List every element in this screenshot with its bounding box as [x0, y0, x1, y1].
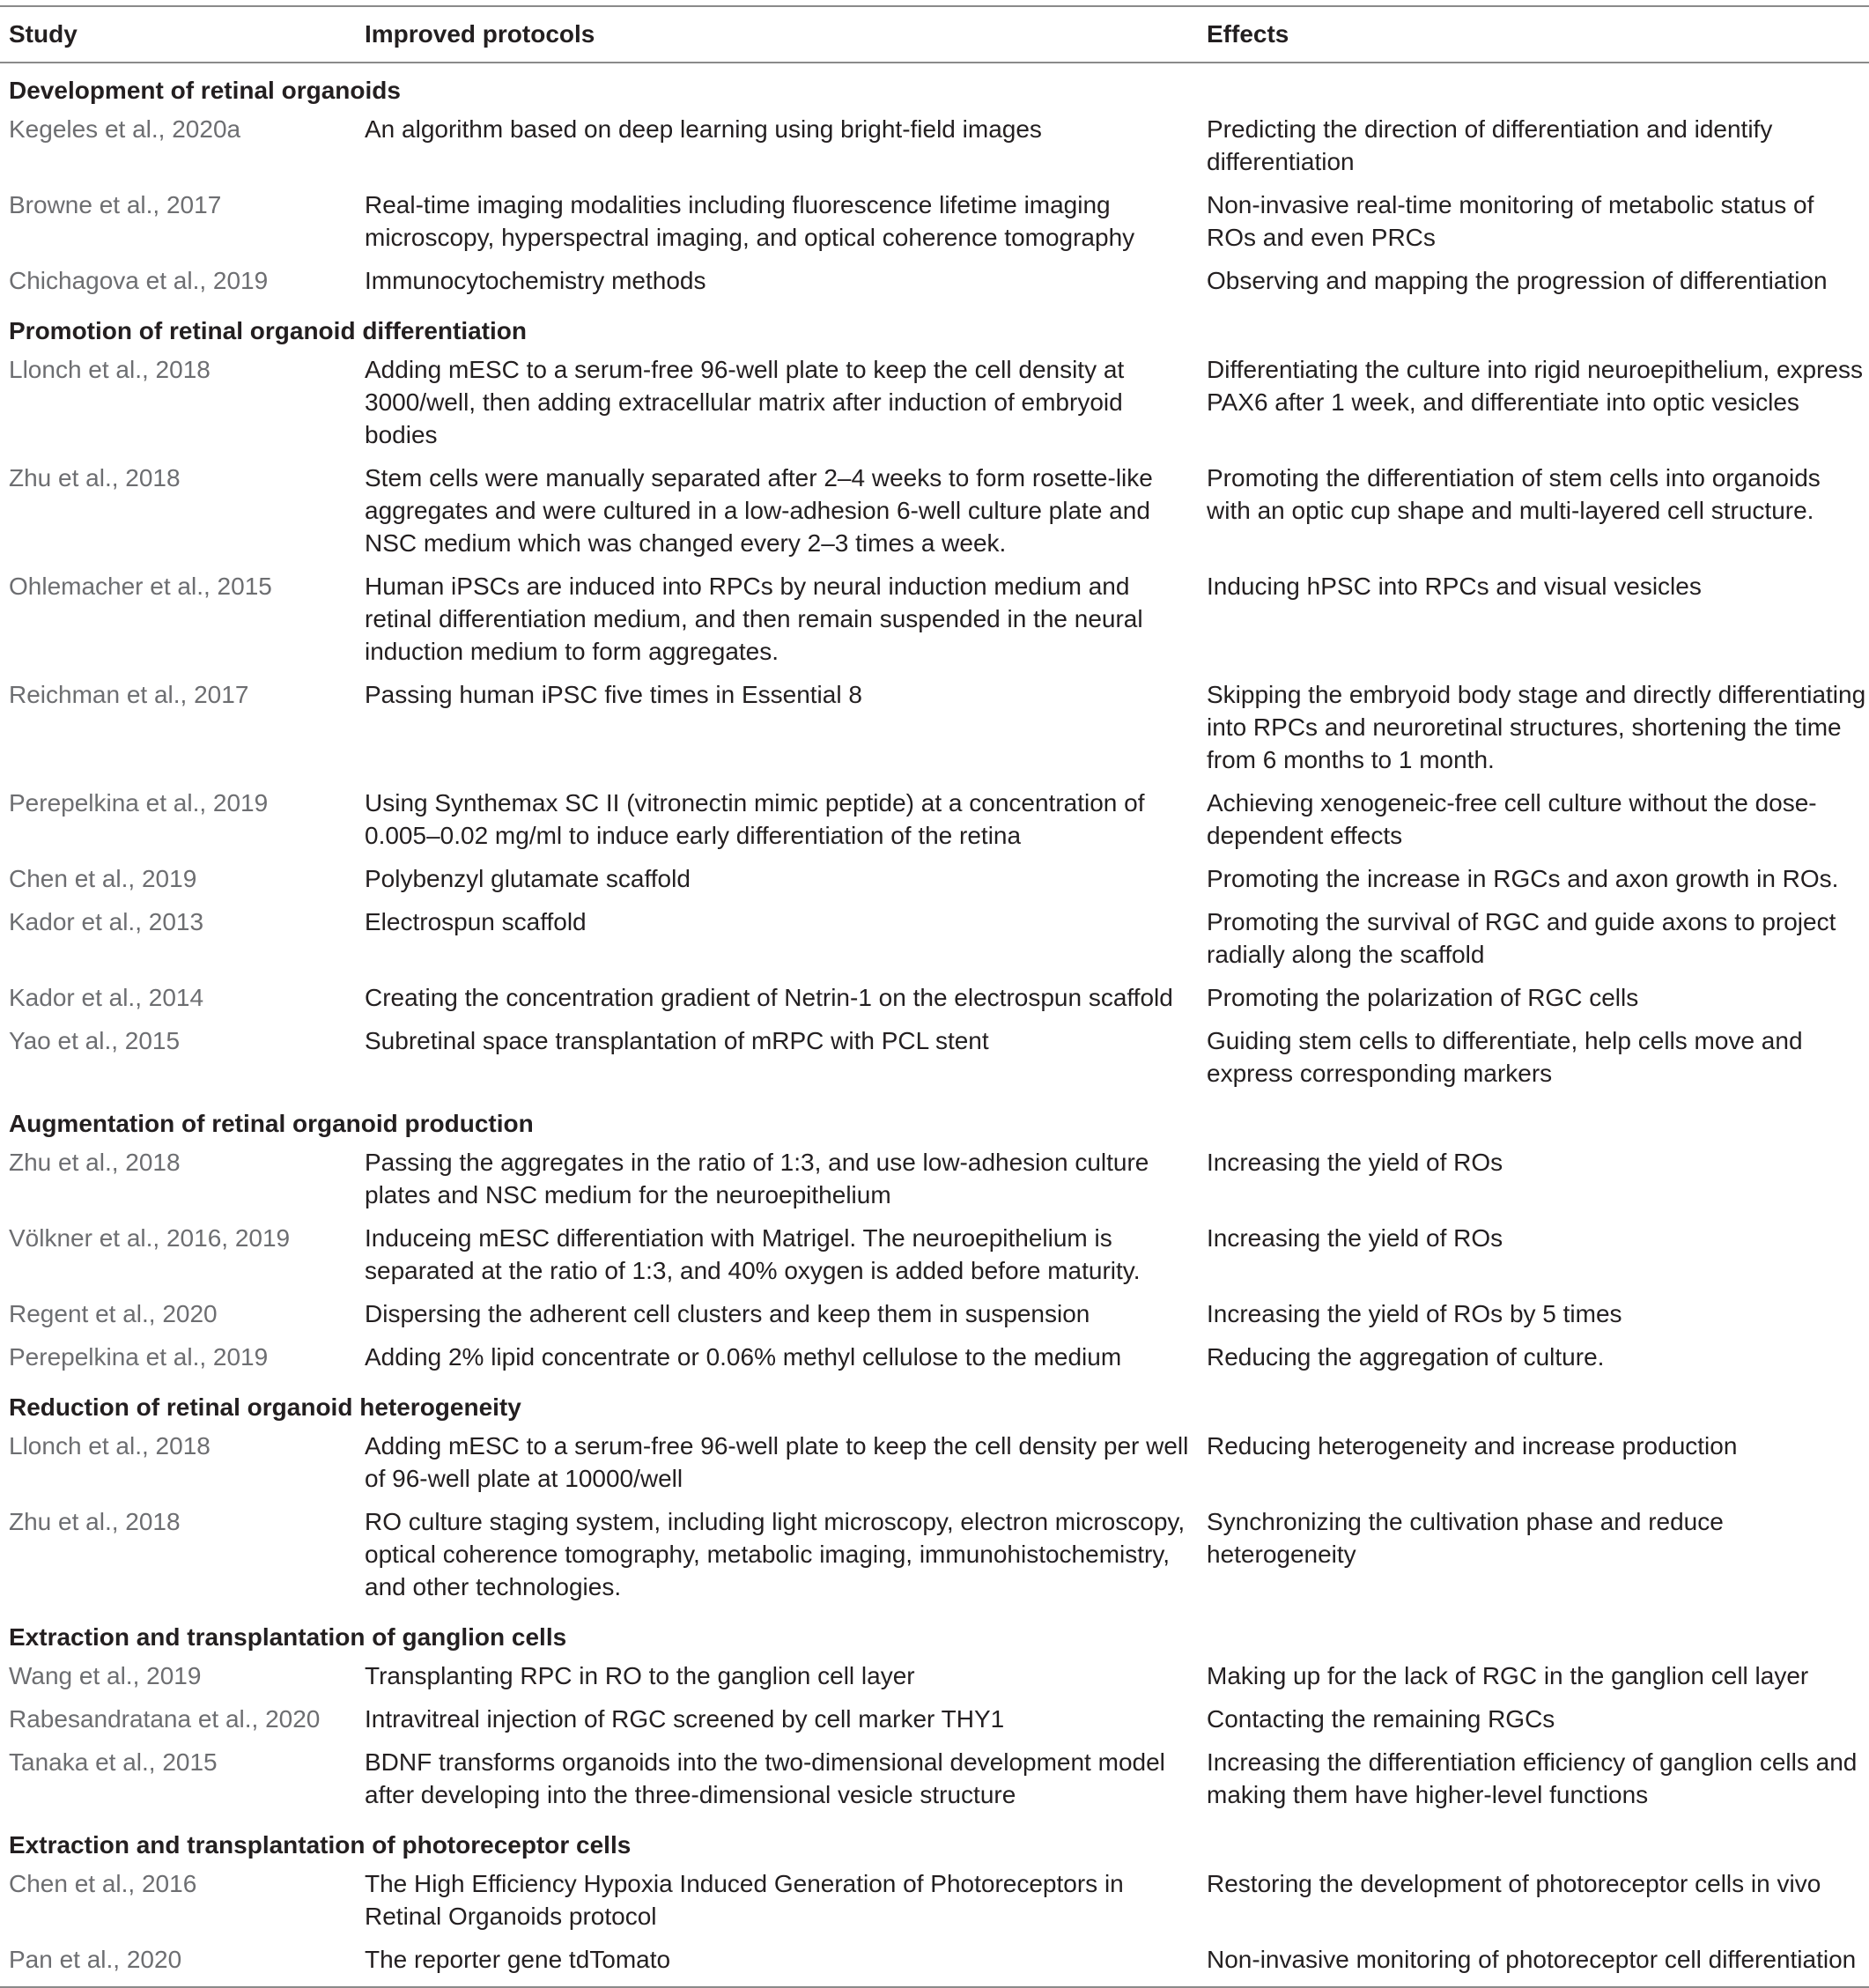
effect-cell: Restoring the development of photoreceptor cells in vivo	[1207, 1870, 1821, 1897]
study-cell: Chen et al., 2016	[9, 1870, 197, 1897]
section-row	[0, 1818, 1869, 1864]
study-cell: Kador et al., 2013	[9, 908, 204, 935]
study-cell: Zhu et al., 2018	[9, 1508, 181, 1535]
study-cell: Wang et al., 2019	[9, 1662, 202, 1689]
header-study: Study	[9, 20, 78, 48]
effect-cell: Non-invasive monitoring of photoreceptor cell differentiation	[1198, 1940, 1869, 1987]
study-cell: Chen et al., 2019	[9, 865, 197, 892]
protocol-cell: Passing human iPSC five times in Essential 8	[365, 681, 862, 708]
protocol-cell: Creating the concentration gradient of Netrin-1 on the electrospun scaffold	[365, 984, 1173, 1011]
protocol-cell: Intravitreal injection of RGC screened by cell marker THY1	[365, 1705, 1005, 1733]
effect-cell: Contacting the remaining RGCs	[1207, 1705, 1555, 1733]
protocol-cell: Dispersing the adherent cell clusters and keep them in suspension	[365, 1300, 1090, 1327]
section-title: Augmentation of retinal organoid production	[9, 1110, 534, 1137]
study-cell: Llonch et al., 2018	[9, 356, 211, 383]
protocol-cell: Real-time imaging modalities including fluorescence lifetime imaging microscopy, hyperspectral imaging, and optical coherence tomography	[365, 191, 1135, 251]
header-protocols: Improved protocols	[365, 20, 595, 48]
table-row	[0, 109, 1869, 185]
study-cell: Kador et al., 2014	[9, 984, 204, 1011]
effect-cell: Promoting the increase in RGCs and axon growth in ROs.	[1207, 865, 1839, 892]
table-row	[0, 1656, 1869, 1699]
effect-cell: Guiding stem cells to differentiate, help cells move and express corresponding markers	[1207, 1027, 1803, 1087]
protocol-cell: Adding mESC to a serum-free 96-well plate to keep the cell density per well of 96-well plate at 10000/well	[365, 1432, 1189, 1492]
protocol-cell: Passing the aggregates in the ratio of 1:3, and use low-adhesion culture plates and NSC medium for the neuroepithelium	[365, 1149, 1149, 1208]
effect-cell: Increasing the yield of ROs	[1207, 1149, 1503, 1176]
table-row	[0, 783, 1869, 859]
table-row	[0, 566, 1869, 675]
table-row	[0, 1426, 1869, 1502]
effect-cell: Skipping the embryoid body stage and directly differentiating into RPCs and neuroretinal structures, shortening the time from 6 months to 1 month.	[1207, 681, 1866, 773]
header-row	[0, 6, 1869, 63]
protocol-cell: Induceing mESC differentiation with Matrigel. The neuroepithelium is separated at the ratio of 1:3, and 40% oxygen is added before maturity.	[365, 1224, 1141, 1284]
study-cell: Kegeles et al., 2020a	[9, 115, 241, 143]
section-title: Promotion of retinal organoid differentiation	[9, 317, 527, 344]
effect-cell: Promoting the polarization of RGC cells	[1207, 984, 1639, 1011]
table-header	[0, 6, 1869, 63]
section-title: Development of retinal organoids	[9, 77, 401, 104]
protocol-cell: Using Synthemax SC II (vitronectin mimic peptide) at a concentration of 0.005–0.02 mg/ml to induce early differentiation of the retina	[365, 789, 1145, 849]
effect-cell: Increasing the yield of ROs by 5 times	[1207, 1300, 1622, 1327]
table-row	[0, 1940, 1869, 1987]
protocol-cell: An algorithm based on deep learning using bright-field images	[365, 115, 1042, 143]
protocol-cell: RO culture staging system, including light microscopy, electron microscopy, optical coherence tomography, metabolic imaging, immunohistochemistry, and other technologies.	[365, 1508, 1186, 1600]
study-cell: Yao et al., 2015	[9, 1027, 181, 1054]
protocols-table-wrapper	[0, 5, 1869, 1988]
effect-cell: Increasing the yield of ROs	[1207, 1224, 1503, 1252]
table-row	[0, 1021, 1869, 1097]
study-cell: Tanaka et al., 2015	[9, 1748, 218, 1776]
table-row	[0, 1142, 1869, 1218]
study-cell: Ohlemacher et al., 2015	[9, 573, 272, 600]
study-cell: Perepelkina et al., 2019	[9, 789, 269, 817]
protocols-table	[0, 5, 1869, 1988]
protocol-cell: The reporter gene tdTomato	[356, 1940, 1198, 1987]
table-row	[0, 458, 1869, 566]
header-effects: Effects	[1207, 20, 1289, 48]
table-body	[0, 63, 1869, 1987]
study-cell: Zhu et al., 2018	[9, 464, 181, 491]
table-row	[0, 350, 1869, 458]
table-row	[0, 261, 1869, 304]
table-row	[0, 1294, 1869, 1337]
effect-cell: Observing and mapping the progression of differentiation	[1207, 267, 1828, 294]
study-cell: Rabesandratana et al., 2020	[9, 1705, 321, 1733]
table-row	[0, 978, 1869, 1021]
effect-cell: Synchronizing the cultivation phase and reduce heterogeneity	[1207, 1508, 1724, 1568]
effect-cell: Making up for the lack of RGC in the ganglion cell layer	[1207, 1662, 1809, 1689]
protocol-cell: Electrospun scaffold	[365, 908, 587, 935]
protocol-cell: Stem cells were manually separated after 2–4 weeks to form rosette-like aggregates and were cultured in a low-adhesion 6-well culture plate and NSC medium which was changed every 2–3 times a week.	[365, 464, 1153, 557]
study-cell: Regent et al., 2020	[9, 1300, 218, 1327]
protocol-cell: The High Efficiency Hypoxia Induced Generation of Photoreceptors in Retinal Organoids protocol	[365, 1870, 1124, 1930]
effect-cell: Promoting the survival of RGC and guide axons to project radially along the scaffold	[1207, 908, 1836, 968]
table-row	[0, 1502, 1869, 1610]
table-row	[0, 1864, 1869, 1940]
protocol-cell: Adding 2% lipid concentrate or 0.06% methyl cellulose to the medium	[365, 1343, 1122, 1371]
section-row	[0, 1097, 1869, 1142]
effect-cell: Inducing hPSC into RPCs and visual vesicles	[1207, 573, 1702, 600]
study-cell: Llonch et al., 2018	[9, 1432, 211, 1460]
study-cell: Zhu et al., 2018	[9, 1149, 181, 1176]
protocol-cell: Adding mESC to a serum-free 96-well plate to keep the cell density at 3000/well, then adding extracellular matrix after induction of embryoid bodies	[365, 356, 1125, 448]
section-title: Extraction and transplantation of ganglion cells	[9, 1623, 567, 1651]
protocol-cell: Human iPSCs are induced into RPCs by neural induction medium and retinal differentiation medium, and then remain suspended in the neural induction medium to form aggregates.	[365, 573, 1143, 665]
effect-cell: Reducing the aggregation of culture.	[1207, 1343, 1605, 1371]
effect-cell: Non-invasive real-time monitoring of metabolic status of ROs and even PRCs	[1207, 191, 1814, 251]
table-row	[0, 859, 1869, 902]
effect-cell: Promoting the differentiation of stem cells into organoids with an optic cup shape and multi-layered cell structure.	[1207, 464, 1821, 524]
section-row	[0, 304, 1869, 350]
effect-cell: Achieving xenogeneic-free cell culture without the dose-dependent effects	[1207, 789, 1817, 849]
section-row	[0, 1380, 1869, 1426]
protocol-cell: Immunocytochemistry methods	[365, 267, 706, 294]
section-row	[0, 1610, 1869, 1656]
table-row	[0, 1742, 1869, 1818]
protocol-cell: BDNF transforms organoids into the two-dimensional development model after developing into the three-dimensional vesicle structure	[365, 1748, 1165, 1808]
study-cell: Reichman et al., 2017	[9, 681, 249, 708]
effect-cell: Predicting the direction of differentiation and identify differentiation	[1207, 115, 1773, 175]
study-cell: Pan et al., 2020	[0, 1940, 356, 1987]
table-row	[0, 1699, 1869, 1742]
table-row	[0, 902, 1869, 978]
section-row	[0, 63, 1869, 109]
table-row	[0, 675, 1869, 783]
protocol-cell: Polybenzyl glutamate scaffold	[365, 865, 691, 892]
effect-cell: Reducing heterogeneity and increase production	[1207, 1432, 1738, 1460]
effect-cell: Increasing the differentiation efficiency of ganglion cells and making them have higher-level functions	[1207, 1748, 1858, 1808]
section-title: Reduction of retinal organoid heterogeneity	[9, 1393, 521, 1421]
table-row	[0, 1218, 1869, 1294]
effect-cell: Differentiating the culture into rigid neuroepithelium, express PAX6 after 1 week, and differentiate into optic vesicles	[1207, 356, 1864, 416]
table-row	[0, 1337, 1869, 1380]
table-row	[0, 185, 1869, 261]
protocol-cell: Subretinal space transplantation of mRPC with PCL stent	[365, 1027, 989, 1054]
section-title: Extraction and transplantation of photoreceptor cells	[9, 1831, 632, 1859]
study-cell: Völkner et al., 2016, 2019	[9, 1224, 291, 1252]
study-cell: Perepelkina et al., 2019	[9, 1343, 269, 1371]
study-cell: Chichagova et al., 2019	[9, 267, 269, 294]
protocol-cell: Transplanting RPC in RO to the ganglion cell layer	[365, 1662, 915, 1689]
study-cell: Browne et al., 2017	[9, 191, 222, 218]
